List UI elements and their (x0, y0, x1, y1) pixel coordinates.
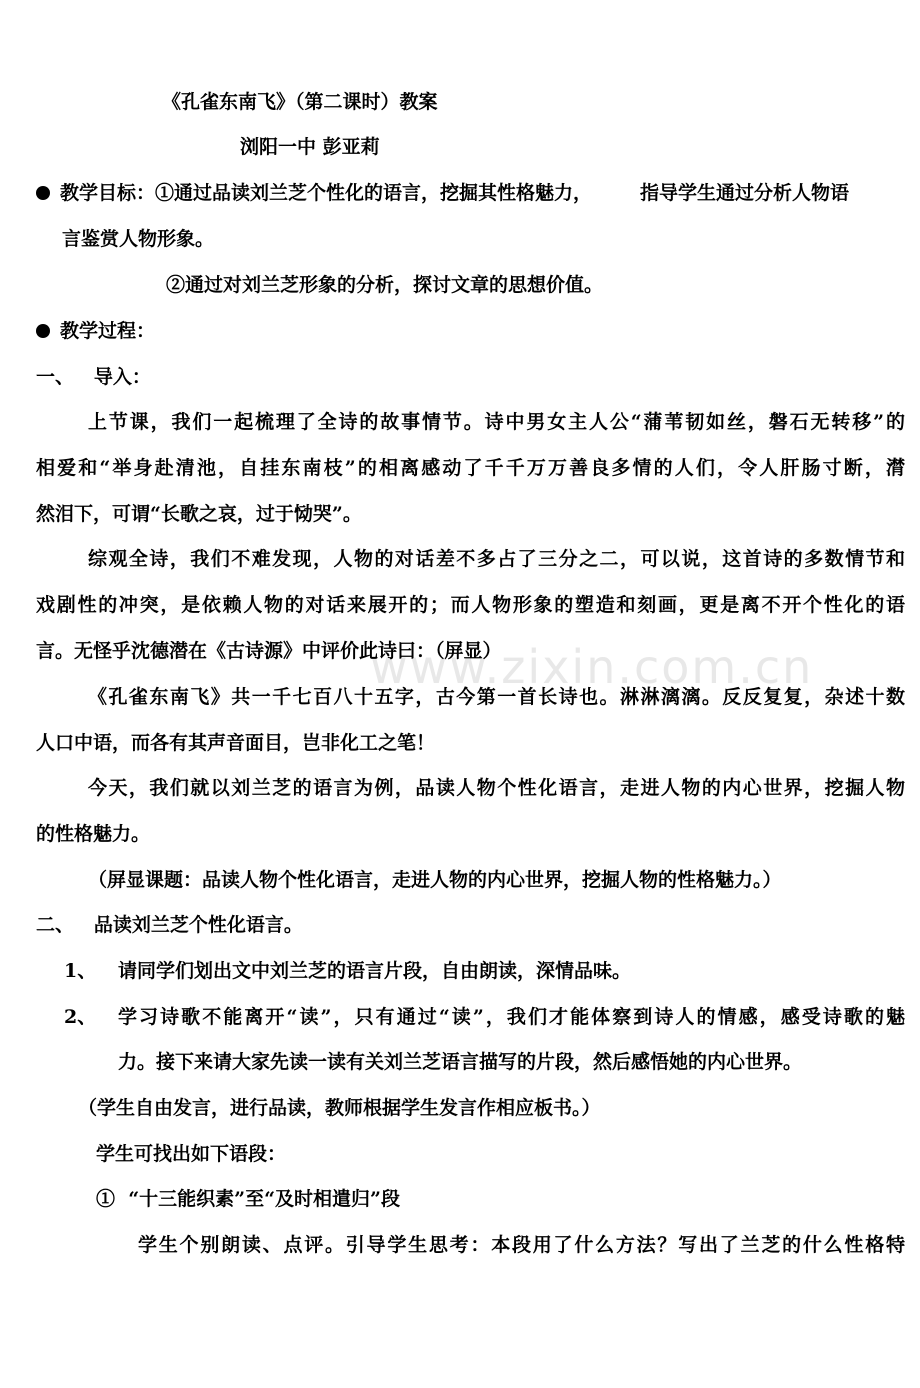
paragraph-line: 然泪下，可谓“长歌之哀，过于恸哭”。 (36, 503, 362, 525)
teacher-note: （学生自由发言，进行品读，教师根据学生发言作相应板书。） (78, 1097, 601, 1119)
section-1-heading: 一、 导入： (36, 366, 151, 388)
watermark: www.zixin.com.cn (370, 640, 814, 694)
author-line: 浏阳一中 彭亚莉 (240, 136, 380, 158)
list-item-number: 1、 (64, 960, 97, 982)
list-item-text: 学习诗歌不能离开“读”，只有通过“读”，我们才能体察到诗人的情感，感受诗歌的魅 (118, 1006, 905, 1028)
list-item-number: 2、 (64, 1006, 97, 1028)
bullet-icon (36, 324, 50, 338)
screen-topic-line: （屏显课题：品读人物个性化语言，走进人物的内心世界，挖掘人物的性格魅力。） (88, 869, 782, 891)
list-item-text: 请同学们划出文中刘兰芝的语言片段，自由朗读，深情品味。 (118, 960, 632, 982)
paragraph-line: 的性格魅力。 (36, 823, 151, 845)
goal-1-part-b: 指导学生通过分析人物语 (640, 182, 850, 204)
process-line (36, 319, 155, 343)
paragraph-line: 上节课，我们一起梳理了全诗的故事情节。诗中男女主人公“蒲苇韧如丝，磐石无转移”的 (88, 411, 905, 433)
document-title: 《孔雀东南飞》（第二课时）教案 (162, 91, 438, 113)
goal-1-continuation: 言鉴赏人物形象。 (62, 228, 215, 250)
goal-1-part-a: ①通过品读刘兰芝个性化的语言，挖掘其性格魅力， (155, 182, 593, 204)
find-label: 学生可找出如下语段： (96, 1143, 287, 1165)
goal-2: ②通过对刘兰芝形象的分析，探讨文章的思想价值。 (166, 274, 604, 296)
list-item-text-cont: 力。接下来请大家先读一读有关刘兰芝语言描写的片段，然后感悟她的内心世界。 (118, 1051, 803, 1073)
excerpt-1: ① “十三能织素”至“及时相遣归”段 (96, 1188, 400, 1210)
paragraph-line: 综观全诗，我们不难发现，人物的对话差不多占了三分之二，可以说，这首诗的多数情节和 (88, 548, 905, 570)
paragraph-line: 相爱和“举身赴清池，自挂东南枝”的相离感动了千千万万善良多情的人们，令人肝肠寸断，潸 (36, 457, 905, 479)
quote-line: 《孔雀东南飞》共一千七百八十五字，古今第一首长诗也。淋淋漓漓。反反复复，杂述十数 (88, 686, 905, 708)
paragraph-line: 今天，我们就以刘兰芝的语言为例，品读人物个性化语言，走进人物的内心世界，挖掘人物 (88, 777, 905, 799)
section-2-heading: 二、 品读刘兰芝个性化语言。 (36, 914, 303, 936)
paragraph-line: 学生个别朗读、点评。引导学生思考：本段用了什么方法？写出了兰芝的什么性格特 (138, 1234, 905, 1256)
paragraph-line: 戏剧性的冲突，是依赖人物的对话来展开的；而人物形象的塑造和刻画，更是离不开个性化的语 (36, 594, 905, 616)
goals-line-1 (36, 181, 849, 205)
goals-label: 教学目标： (60, 182, 156, 204)
quote-line: 人口中语，而各有其声音面目，岂非化工之笔！ (36, 732, 436, 754)
process-label: 教学过程： (60, 320, 156, 342)
paragraph-line: 言。无怪乎沈德潜在《古诗源》中评价此诗曰：（屏显） (36, 640, 502, 662)
bullet-icon (36, 186, 50, 200)
